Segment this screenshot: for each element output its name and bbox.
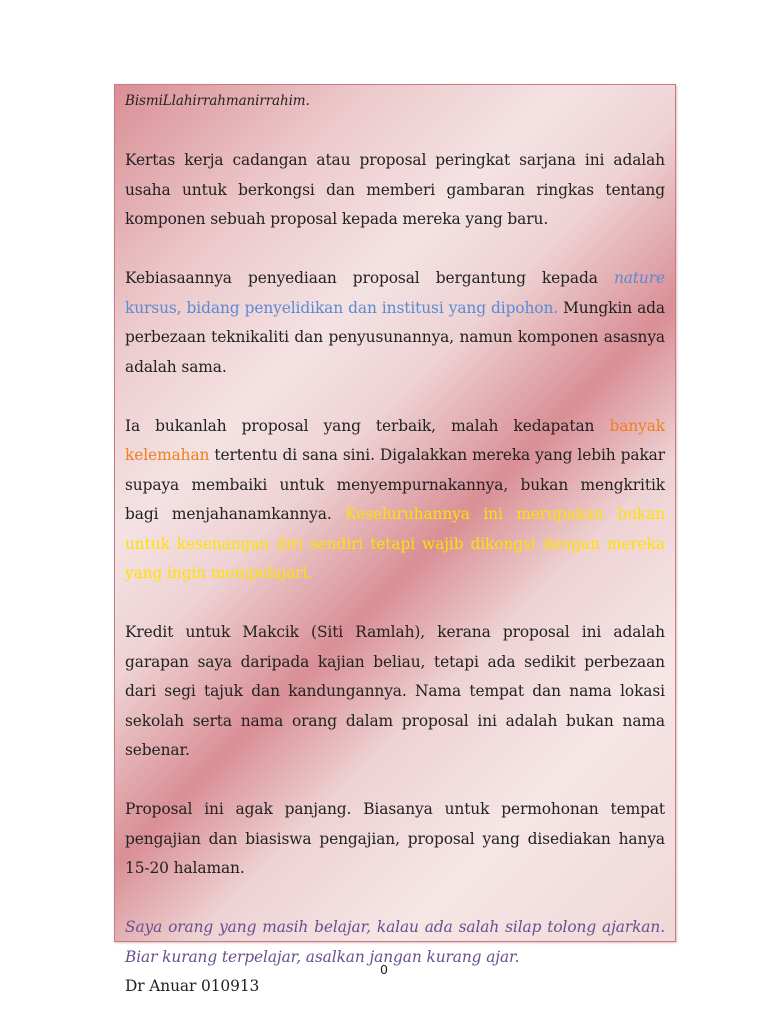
document-frame	[114, 84, 676, 995]
weakness-lead: Ia bukanlah proposal yang terbaik, malah kedapatan	[125, 416, 610, 435]
weakness-middle: tertentu di sana sini. Digalakkan mereka yang lebih pakar supaya membaiki untuk menyempurnakannya, bukan mengkritik bagi menjahanamkannya.	[125, 446, 665, 523]
document-body	[125, 87, 665, 1024]
dependency-tail: Mungkin ada perbezaan teknikaliti dan penyusunannya, namun komponen asasnya adalah sama.	[125, 298, 665, 376]
dependency-lead: Kebiasaannya penyediaan proposal bergantung kepada	[125, 269, 614, 287]
paragraph-credit: Kredit untuk Makcik (Siti Ramlah), kerana proposal ini adalah garapan saya daripada kajian beliau, tetapi ada sedikit perbezaan dari segi tajuk dan kandungannya. Nama tempat dan nama lokasi sekolah serta nama orang dalam proposal ini adalah bukan nama sebenar.	[125, 623, 665, 759]
author-signature: Dr Anuar 010913	[125, 977, 260, 995]
page-number: 0	[380, 962, 388, 977]
dependency-highlight: kursus, bidang penyelidikan dan institusi yang dipohon.	[125, 298, 559, 317]
closing-quote: Saya orang yang masih belajar, kalau ada salah silap tolong ajarkan. Biar kurang terpelajar, asalkan jangan kurang ajar.	[125, 918, 665, 966]
greeting: BismiLlahirrahmanirrahim.	[125, 93, 310, 109]
paragraph-dependency	[125, 264, 665, 382]
weakness-highlight: banyak kelemahan	[125, 416, 665, 464]
paragraph-intro: Kertas kerja cadangan atau proposal peringkat sarjana ini adalah usaha untuk berkongsi dan memberi gambaran ringkas tentang komponen sebuah proposal kepada mereka yang baru.	[125, 151, 665, 228]
nature-word: nature	[613, 269, 665, 287]
sharing-highlight: Keseluruhannya ini merupakan bukan untuk kesenangan diri sendiri tetapi wajib dikongsi dengan mereka yang ingin mempelajari.	[125, 505, 665, 582]
paragraph-weakness	[125, 412, 665, 589]
paragraph-length: Proposal ini agak panjang. Biasanya untuk permohonan tempat pengajian dan biasiswa pengajian, proposal yang disediakan hanya 15-20 halaman.	[125, 800, 665, 877]
